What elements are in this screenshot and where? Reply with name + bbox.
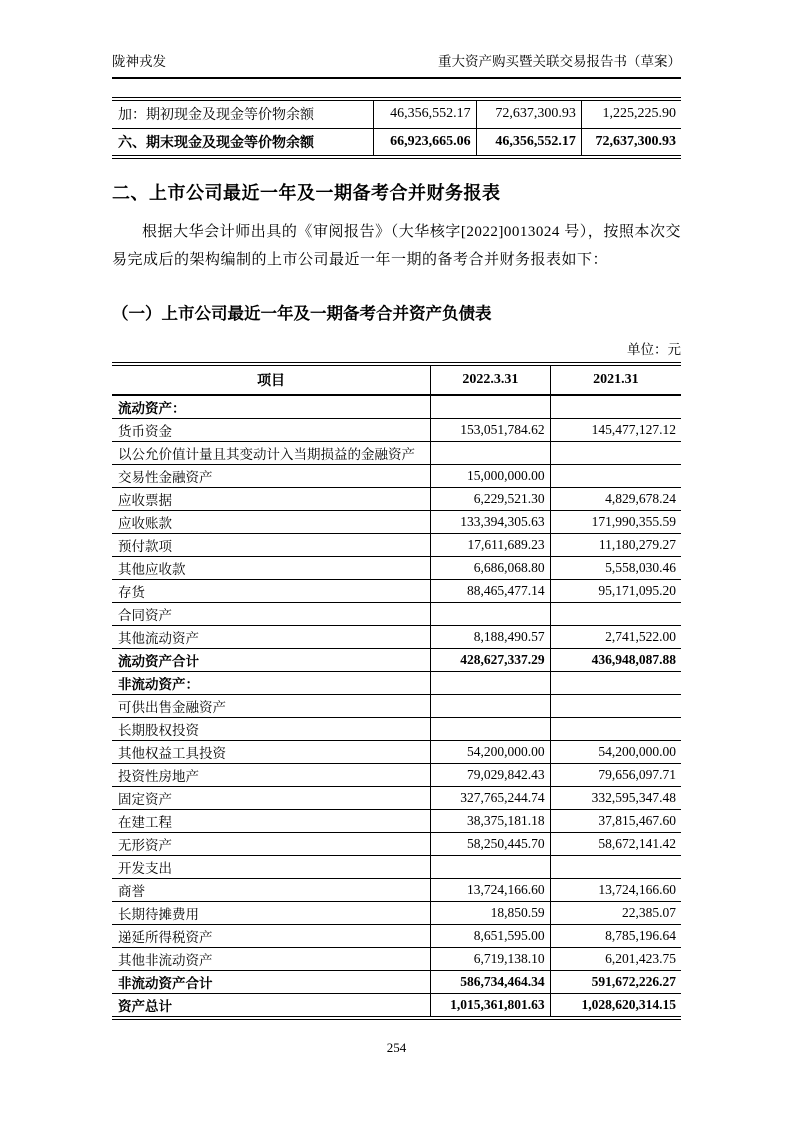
section-heading: 二、上市公司最近一年及一期备考合并财务报表 [112,183,501,203]
row-value-cell [431,441,550,464]
balance-sheet-table-body [112,395,681,1016]
row-value-cell: 1,015,361,801.63 [431,993,550,1016]
table-row [112,648,681,671]
table-row [112,556,681,579]
row-value-cell: 88,465,477.14 [431,579,550,602]
table-row [112,878,681,901]
row-label-cell: 非流动资产合计 [112,970,431,993]
row-label-cell: 流动资产： [112,395,431,418]
row-value-cell: 8,651,595.00 [431,924,550,947]
row-label-cell: 以公允价值计量且其变动计入当期损益的金融资产 [112,441,431,464]
row-value-cell [431,855,550,878]
table-row [112,395,681,418]
row-value-cell: 145,477,127.12 [550,418,681,441]
table-row [112,740,681,763]
table-row [112,441,681,464]
row-label-cell: 其他应收款 [112,556,431,579]
header-cell-item: 项目 [112,366,431,395]
row-label-cell: 应收账款 [112,510,431,533]
row-value-cell: 6,719,138.10 [431,947,550,970]
row-value-cell [550,694,681,717]
row-label-cell: 交易性金融资产 [112,464,431,487]
row-value-cell: 95,171,095.20 [550,579,681,602]
row-value-cell: 46,356,552.17 [374,101,476,128]
row-value-cell [550,441,681,464]
row-value-cell: 66,923,665.06 [374,128,476,155]
row-value-cell: 428,627,337.29 [431,648,550,671]
header-report-title: 重大资产购买暨关联交易报告书（草案） [438,54,681,69]
table-row [112,579,681,602]
row-label-cell: 合同资产 [112,602,431,625]
row-value-cell [431,395,550,418]
table-row [112,671,681,694]
row-value-cell [550,717,681,740]
row-value-cell: 153,051,784.62 [431,418,550,441]
table-row [112,418,681,441]
row-label-cell: 存货 [112,579,431,602]
row-value-cell: 18,850.59 [431,901,550,924]
row-value-cell: 2,741,522.00 [550,625,681,648]
row-value-cell [550,602,681,625]
header-company-name: 陇神戎发 [112,54,166,69]
table-row [112,855,681,878]
row-value-cell: 46,356,552.17 [476,128,581,155]
row-value-cell: 8,188,490.57 [431,625,550,648]
table-row [112,947,681,970]
row-label-cell: 资产总计 [118,998,172,1014]
row-value-cell: 13,724,166.60 [431,878,550,901]
carryover-table-wrap [112,97,681,159]
row-label-cell: 递延所得税资产 [112,924,431,947]
row-value-cell [550,671,681,694]
row-label-cell: 其他流动资产 [112,625,431,648]
balance-sheet-table-wrap [112,362,681,1020]
row-label-cell: 加：期初现金及现金等价物余额 [112,101,374,128]
page-number: 254 [386,1040,407,1055]
row-label-cell: 固定资产 [112,786,431,809]
table-row [112,487,681,510]
table-row [112,510,681,533]
row-label-cell: 投资性房地产 [112,763,431,786]
row-value-cell: 79,656,097.71 [550,763,681,786]
row-value-cell: 6,229,521.30 [431,487,550,510]
row-value-cell: 436,948,087.88 [550,648,681,671]
row-value-cell: 6,686,068.80 [431,556,550,579]
table-row [112,993,681,1016]
row-label-cell: 其他权益工具投资 [112,740,431,763]
row-value-cell: 8,785,196.64 [550,924,681,947]
row-value-cell: 58,672,141.42 [550,832,681,855]
row-value-cell: 54,200,000.00 [431,740,550,763]
table-header-row [112,366,681,395]
table-row [112,763,681,786]
table-row [112,625,681,648]
row-label-cell: 非流动资产： [112,671,431,694]
row-value-cell [550,464,681,487]
carryover-table [112,101,681,155]
row-value-cell: 586,734,464.34 [431,970,550,993]
row-value-cell: 13,724,166.60 [550,878,681,901]
row-value-cell: 332,595,347.48 [550,786,681,809]
row-value-cell: 79,029,842.43 [431,763,550,786]
row-value-cell [431,717,550,740]
table-row [112,602,681,625]
row-label-cell: 在建工程 [112,809,431,832]
table-row [112,832,681,855]
row-label-cell: 应收票据 [112,487,431,510]
row-label-cell: 商誉 [112,878,431,901]
row-label-cell: 六、期末现金及现金等价物余额 [118,133,314,150]
row-label-cell: 可供出售金融资产 [112,694,431,717]
row-label-cell: 货币资金 [112,418,431,441]
row-value-cell: 58,250,445.70 [431,832,550,855]
row-value-cell [431,602,550,625]
row-value-cell: 327,765,244.74 [431,786,550,809]
table-row [112,533,681,556]
table-row [112,694,681,717]
carryover-table-body [112,101,681,155]
balance-sheet-table-head [112,366,681,395]
subsection-heading: （一）上市公司最近一年及一期备考合并资产负债表 [112,305,492,323]
table-row [112,809,681,832]
row-value-cell: 38,375,181.18 [431,809,550,832]
row-label-cell: 流动资产合计 [112,648,431,671]
table-row [112,101,681,128]
row-value-cell: 133,394,305.63 [431,510,550,533]
row-value-cell: 54,200,000.00 [550,740,681,763]
row-label-cell: 长期股权投资 [112,717,431,740]
row-label-cell: 预付款项 [112,533,431,556]
row-value-cell [431,694,550,717]
table-row [112,901,681,924]
table-row [112,786,681,809]
row-label-cell: 无形资产 [112,832,431,855]
row-value-cell: 591,672,226.27 [550,970,681,993]
row-label-cell: 长期待摊费用 [112,901,431,924]
row-value-cell: 171,990,355.59 [550,510,681,533]
row-value-cell: 22,385.07 [550,901,681,924]
row-value-cell: 72,637,300.93 [476,101,581,128]
row-value-cell [431,671,550,694]
running-header [112,50,681,79]
body-paragraph: 根据大华会计师出具的《审阅报告》（大华核字[2022]0013024 号），按照本次交易完成后的架构编制的上市公司最近一年一期的备考合并财务报表如下： [112,224,681,268]
header-cell-date-2022: 2022.3.31 [431,366,550,395]
row-label-cell: 其他非流动资产 [112,947,431,970]
row-value-cell: 37,815,467.60 [550,809,681,832]
table-row [112,970,681,993]
row-value-cell: 11,180,279.27 [550,533,681,556]
table-row [112,128,681,155]
row-value-cell: 4,829,678.24 [550,487,681,510]
row-value-cell [550,395,681,418]
table-row [112,464,681,487]
header-cell-date-2021: 2021.31 [550,366,681,395]
balance-sheet-table [112,366,681,1016]
row-value-cell: 1,028,620,314.15 [550,993,681,1016]
row-value-cell: 5,558,030.46 [550,556,681,579]
row-value-cell: 15,000,000.00 [431,464,550,487]
table-row [112,717,681,740]
row-value-cell [550,855,681,878]
row-value-cell: 72,637,300.93 [581,128,681,155]
row-value-cell: 17,611,689.23 [431,533,550,556]
row-value-cell: 1,225,225.90 [581,101,681,128]
row-label-cell: 开发支出 [112,855,431,878]
row-value-cell: 6,201,423.75 [550,947,681,970]
unit-label: 单位：元 [627,342,681,357]
table-row [112,924,681,947]
